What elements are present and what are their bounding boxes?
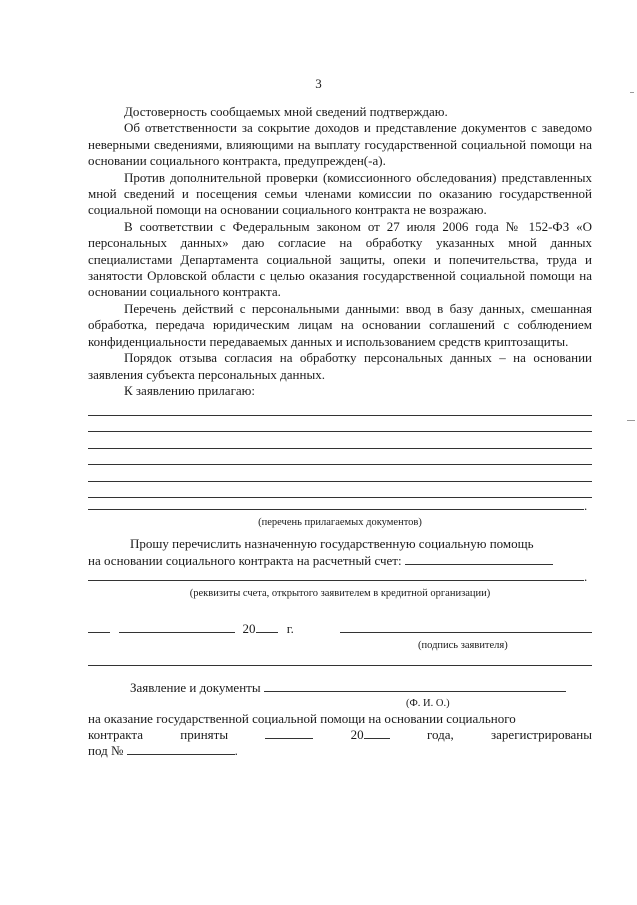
page-number: 3: [315, 76, 322, 91]
acceptance-row: [88, 680, 592, 696]
year-suffix: г.: [286, 621, 294, 637]
attachment-line[interactable]: [88, 399, 592, 416]
account-field[interactable]: [405, 553, 553, 565]
acceptance-line-2: на оказание государственной социальной помощи на основании социального: [88, 710, 516, 726]
paragraph-confirm: Достоверность сообщаемых мной сведений подтверждаю.: [124, 104, 448, 119]
date-signature-row: [88, 621, 592, 638]
paragraph-personal-data: В соответствии с Федеральным законом от 27 июля 2006 года № 152-ФЗ «О персональных данных» даю согласие на обработку указанных мной данных специалистами Департамента социальной защиты, опеки и попечительства, труда и занятости Орловской области с целью оказания государственной социальной помощи на основании социального контракта.: [88, 218, 592, 300]
transfer-line-2: на основании социального контракта на расчетный счет:: [88, 553, 592, 569]
signature-caption: (подпись заявителя): [418, 640, 508, 652]
fio-caption: (Ф. И. О.): [406, 697, 450, 709]
registration-number-field[interactable]: [127, 743, 235, 755]
attachments-caption: (перечень прилагаемых документов): [258, 517, 422, 529]
month-field[interactable]: [119, 621, 235, 633]
day-field[interactable]: [88, 621, 110, 633]
document-body: [88, 104, 592, 760]
transfer-line-1: Прошу перечислить назначенную государственную социальную помощь: [130, 536, 534, 552]
paragraph-actions: Перечень действий с персональными данными: ввод в базу данных, смешанная обработка, передача юридическим лицам на основании соглашений с соблюдением конфиденциальности передаваемых данных и использованием средств криптозащиты.: [88, 300, 592, 349]
scan-mark: [627, 420, 635, 421]
account-caption: (реквизиты счета, открытого заявителем в кредитной организации): [189, 588, 491, 600]
attachment-line[interactable]: [88, 498, 584, 510]
acceptance-line-3: контракта приняты 20 года, зарегистрированы: [88, 726, 592, 742]
separator-line: [88, 653, 592, 666]
attachment-line[interactable]: [88, 416, 592, 433]
attachment-line[interactable]: [88, 432, 592, 449]
accepted-date-field[interactable]: [265, 727, 313, 739]
accepted-year-field[interactable]: [364, 727, 390, 739]
attachments-lines: [88, 399, 592, 514]
paragraph-attach: К заявлению прилагаю:: [124, 382, 256, 398]
paragraph-responsibility: Об ответственности за сокрытие доходов и представление документов с заведомо неверными сведениями, влияющими на выплату государственной социальной помощи на основании социального контракта, предупрежден(-а).: [88, 120, 592, 169]
scan-mark: [630, 92, 634, 93]
attachment-line[interactable]: [88, 449, 592, 466]
year-prefix: 20: [242, 621, 256, 637]
attachment-last-row: .: [88, 498, 592, 514]
fio-field[interactable]: [264, 680, 566, 692]
paragraph-verification: Против дополнительной проверки (комиссионного обследования) представленных мной сведений и посещения семьи членами комиссии по оказанию государственной социальной помощи на основании социального контракта не возражаю.: [88, 169, 592, 218]
account-field-continued[interactable]: [88, 569, 584, 581]
acceptance-label: Заявление и документы: [130, 680, 261, 696]
signature-field[interactable]: [340, 621, 592, 633]
paragraph-revocation: Порядок отзыва согласия на обработку персональных данных – на основании заявления субъекта персональных данных.: [88, 350, 592, 382]
year-field[interactable]: [256, 621, 278, 633]
attachment-line[interactable]: [88, 482, 592, 499]
attachment-line[interactable]: [88, 465, 592, 482]
registration-row: под № .: [88, 743, 238, 759]
account-row: .: [88, 569, 592, 585]
